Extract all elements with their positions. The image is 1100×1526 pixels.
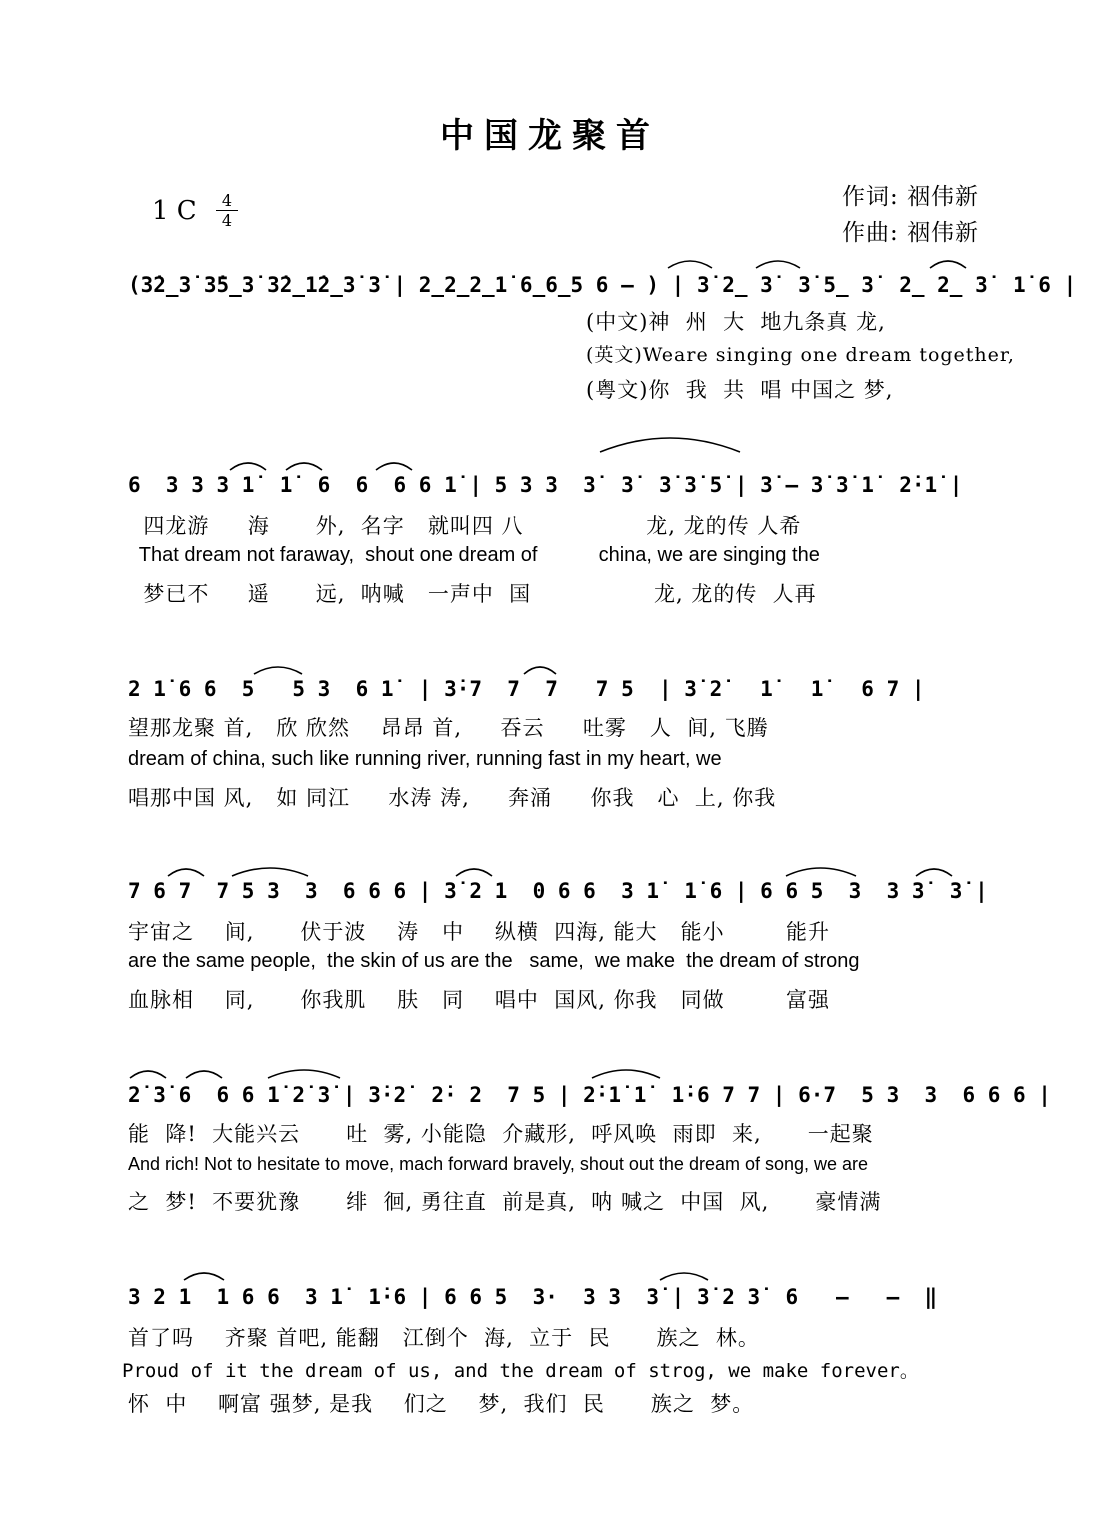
slur-mark bbox=[376, 463, 412, 470]
slur-mark bbox=[286, 463, 322, 470]
notation-line: 7 6 7 7 5 3 3 6 6 6 | 3̇ 2 1 0 6 6 3 1̇ 1̇ 6 | 6 6 5 3 3 3̇ 3̇ | bbox=[128, 879, 988, 903]
lyricist-credit: 作词: 䄄伟新 bbox=[842, 184, 980, 210]
notation-line: 2 1̇ 6 6 5 5 3 6 1̇ | 3̇·7 7 7 7 5 | 3̇ 2̇ 1̇ 1̇ 6 7 | bbox=[128, 677, 925, 701]
lyric-line-chinese: 宇宙之 间, 伏于波 涛 中 纵横 四海, 能大 能小 能升 bbox=[128, 920, 830, 944]
notation-line: 6 3 3 3 1̇ 1̇ 6 6 6 6 1̇ | 5 3 3 3̇ 3̇ 3̇ 3̇ 5̇ | 3̇ – 3̇ 3̇ 1̇ 2̇·1̇ | bbox=[128, 473, 963, 497]
notation-line: 3 2 1 1 6 6 3 1̇ 1̇·6 | 6 6 5 3· 3 3 3̇ | 3̇ 2 3̇ 6 – – ‖ bbox=[128, 1285, 938, 1309]
lyric-line-chinese: 首了吗 齐聚 首吧, 能翻 江倒个 海, 立于 民 族之 林。 bbox=[128, 1326, 760, 1350]
song-title: 中国龙聚首 bbox=[440, 116, 660, 156]
lyric-line-cantonese: 血脉相 同, 你我肌 肤 同 唱中 国风, 你我 同做 富强 bbox=[128, 988, 830, 1012]
lyric-line-english: are the same people, the skin of us are the same, we make the dream of strong bbox=[128, 950, 860, 972]
lyric-line-chinese: 能 降! 大能兴云 吐 雾, 小能隐 介藏形, 呼风唤 雨即 来, 一起聚 bbox=[128, 1122, 874, 1146]
lyric-line-cantonese: 怀 中 啊富 强梦, 是我 们之 梦, 我们 民 族之 梦。 bbox=[128, 1392, 755, 1416]
slur-mark bbox=[232, 868, 308, 876]
lyric-line-english: (英文)Weare singing one dream together, bbox=[586, 344, 1015, 366]
slur-mark bbox=[230, 463, 266, 470]
lyric-line-chinese: 望那龙聚 首, 欣 欣然 昂昂 首, 吞云 吐雾 人 间, 飞腾 bbox=[128, 716, 769, 740]
slur-mark bbox=[668, 261, 712, 268]
slur-mark bbox=[756, 261, 800, 268]
lyric-line-english: And rich! Not to hesitate to move, mach forward bravely, shout out the dream of song, we are bbox=[128, 1154, 869, 1174]
meter-bottom: 4 bbox=[221, 211, 233, 230]
lyric-line-chinese: (中文)神 州 大 地九条真 龙, bbox=[586, 310, 886, 334]
composer-credit: 作曲: 䄄伟新 bbox=[842, 220, 980, 246]
lyric-line-english: dream of china, such like running river, running fast in my heart, we bbox=[128, 748, 722, 770]
slur-mark bbox=[592, 1070, 660, 1078]
meter-top: 4 bbox=[221, 191, 233, 210]
slur-mark bbox=[600, 438, 740, 452]
slur-mark bbox=[130, 1071, 166, 1078]
lyric-line-cantonese: 之 梦! 不要犹豫 绯 徊, 勇往直 前是真, 呐 喊之 中国 风, 豪情满 bbox=[128, 1190, 882, 1214]
notation-line: (3̇2̲3̇ 3̇5̲3̇ 3̇2̲1̇2̲3̇ 3̇ | 2̲2̲2̲1̇ 6̲6̲5 6 – ) | 3̇ 2̲ 3̇ 3̇ 5̲ 3̇ 2̲ 2̲ 3̇ 1̇ 6 | bbox=[128, 273, 1077, 297]
lyric-line-cantonese: 梦已不 遥 远, 呐喊 一声中 国 龙, 龙的传 人再 bbox=[128, 582, 817, 606]
slur-mark bbox=[660, 1273, 708, 1280]
slur-mark bbox=[168, 869, 204, 876]
slur-mark bbox=[930, 261, 966, 268]
key-signature: 1 C bbox=[152, 196, 197, 226]
slur-mark bbox=[916, 869, 952, 876]
slur-mark bbox=[186, 1071, 222, 1078]
slur-mark bbox=[268, 1070, 340, 1078]
slur-mark bbox=[524, 667, 556, 674]
slur-mark bbox=[456, 869, 492, 876]
lyric-line-cantonese: 唱那中国 风, 如 同江 水涛 涛, 奔涌 你我 心 上, 你我 bbox=[128, 786, 777, 810]
slur-mark bbox=[184, 1273, 224, 1280]
lyric-line-english: Proud of it the dream of us, and the dream of strog, we make forever。 bbox=[122, 1360, 919, 1382]
lyric-line-chinese: 四龙游 海 外, 名字 就叫四 八 龙, 龙的传 人希 bbox=[128, 514, 802, 538]
slur-mark bbox=[786, 868, 856, 876]
slur-mark bbox=[254, 667, 302, 674]
lyric-line-english: That dream not faraway, shout one dream of china, we are singing the bbox=[128, 544, 820, 566]
notation-line: 2̇ 3̇ 6 6 6 1̇ 2̇ 3̇ | 3̇·2̇ 2̇· 2 7 5 | 2̇·1̇ 1̇ 1̇·6 7 7 | 6·7 5 3 3 6 6 6 | bbox=[128, 1083, 1051, 1107]
lyric-line-cantonese: (粤文)你 我 共 唱 中国之 梦, bbox=[586, 378, 894, 402]
